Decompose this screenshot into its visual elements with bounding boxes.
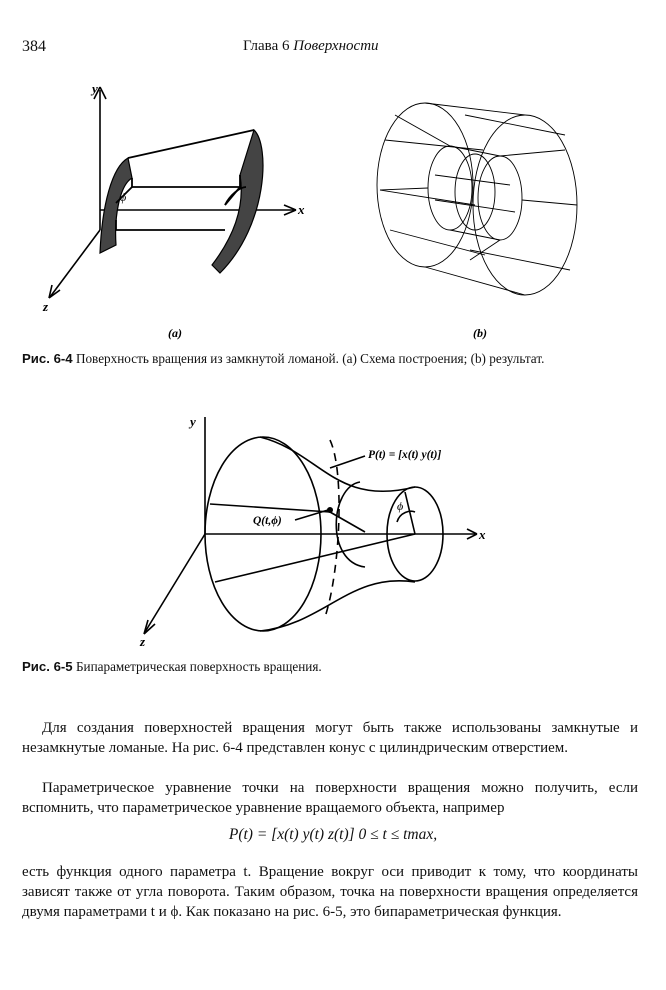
z-axis <box>145 534 205 632</box>
point-label: Q(t,ϕ) <box>253 515 282 527</box>
chapter-title: Поверхности <box>293 38 379 54</box>
figure-6-4-caption <box>22 350 622 367</box>
angle-symbol: ϕ <box>397 499 404 513</box>
x-axis-label: x <box>298 202 305 217</box>
left-profile <box>100 158 132 253</box>
angle-symbol: ϕ <box>120 190 127 204</box>
figure-6-5-caption-text: Бипараметрическая поверхность вращения. <box>75 659 322 674</box>
y-axis-label: y <box>92 81 98 96</box>
paragraph-1: Для создания поверхностей вращения могут быть также использованы замкнутые и незамкнутые ломаные. На рис. 6-4 представлен конус с цилиндрическим отверстием. <box>22 720 638 756</box>
figure-6-4-caption-text: Поверхность вращения из замкнутой ломаной. (a) Схема построения; (b) результат. <box>75 351 545 366</box>
profile-bottom <box>260 581 415 631</box>
figure-6-5-caption-label: Рис. 6-5 <box>22 659 73 674</box>
paragraph-3: есть функция одного параметра t. Вращение вокруг оси приводит к тому, что координаты зависят также от угла поворота. Таким образом, точка на поверхности вращения определяется двумя параметрами t и ϕ. Как показано на рис. 6-5, это бипараметрическая функция. <box>22 864 638 920</box>
right-profile <box>212 130 263 273</box>
z-axis-label: z <box>140 634 146 649</box>
figure-6-4b <box>365 90 605 345</box>
curve-label: P(t) = [x(t) y(t)] <box>368 449 442 461</box>
figure-6-5 <box>135 412 505 652</box>
page-number: 384 <box>22 38 46 55</box>
y-axis-label: y <box>190 414 196 429</box>
z-axis <box>50 230 100 297</box>
figure-6-4-caption-label: Рис. 6-4 <box>22 351 73 366</box>
formula: P(t) = [x(t) y(t) z(t)] 0 ≤ t ≤ tmax, <box>228 826 438 843</box>
figure-6-4a <box>40 75 330 345</box>
profile-top <box>260 437 415 491</box>
paragraph-2: Параметрическое уравнение точки на поверхности вращения можно получить, если вспомнить, что параметрическое уравнение вращаемого объекта, например <box>22 780 638 816</box>
z-axis-label: z <box>43 299 49 314</box>
x-axis-label: x <box>479 527 486 542</box>
figure-6-5-caption <box>22 658 622 675</box>
running-header <box>243 38 379 55</box>
point-q <box>327 507 333 513</box>
panel-b-label: (b) <box>473 326 487 340</box>
panel-a-label: (a) <box>168 326 182 340</box>
chapter-label: Глава 6 <box>243 38 290 54</box>
wireframe-surface <box>377 103 577 295</box>
